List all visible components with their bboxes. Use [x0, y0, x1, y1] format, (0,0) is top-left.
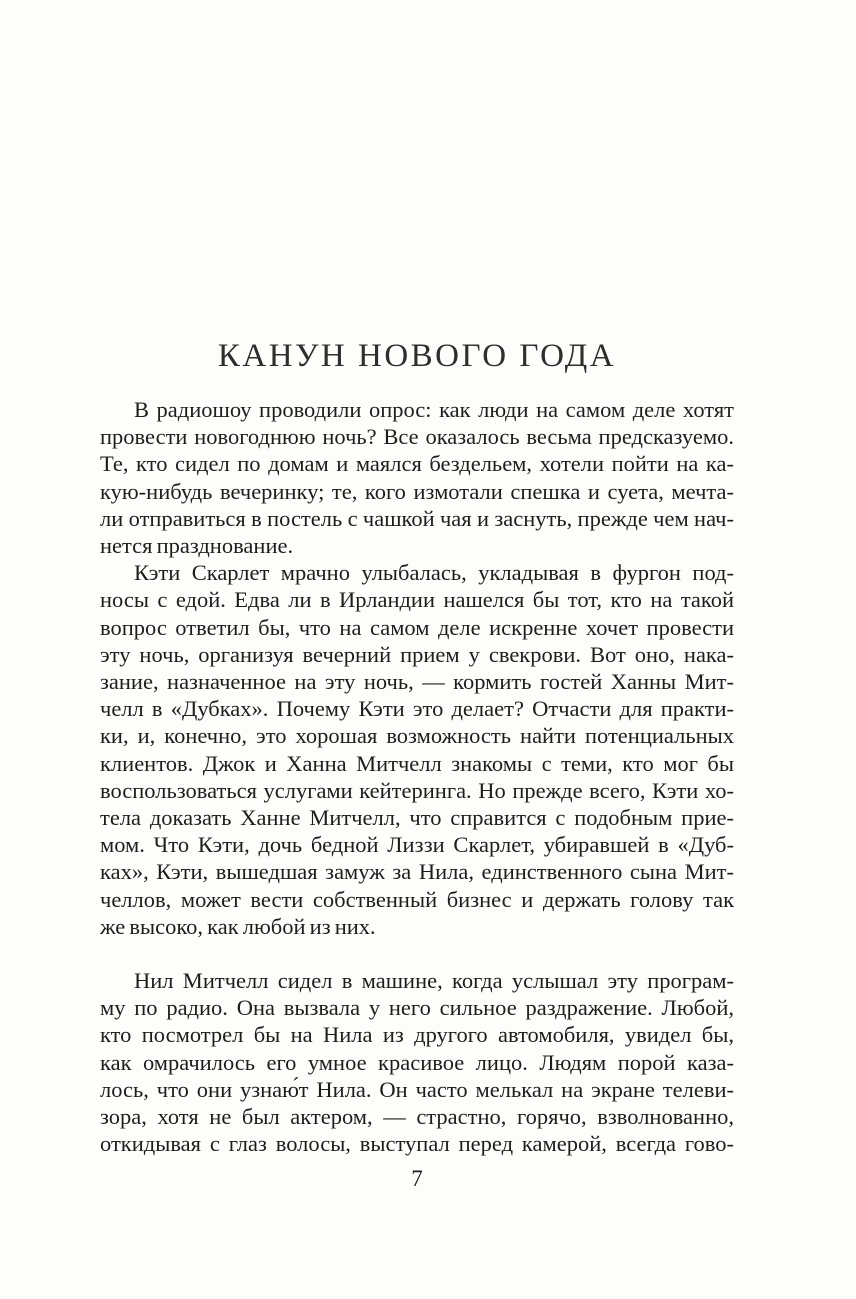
text-line: тела доказать Ханне Митчелл, что справится с подобным прие- [100, 805, 734, 831]
text-line: откидывая с глаз волосы, выступал перед камерой, всегда гово- [100, 1131, 734, 1157]
text-line: ки, и, конечно, это хорошая возможность найти потенциальных [100, 723, 734, 749]
text-line: кто посмотрел бы на Нила из другого автомобиля, увидел бы, [100, 1022, 734, 1048]
text-line: зора, хотя не был актером, — страстно, горячо, взволнованно, [100, 1104, 734, 1130]
text-line: му по радио. Она вызвала у него сильное раздражение. Любой, [100, 995, 734, 1021]
text-line: челл в «Дубках». Почему Кэти это делает? Отчасти для практи- [100, 696, 734, 722]
text-line: вопрос ответил бы, что на самом деле искренне хочет провести [100, 614, 734, 640]
paragraph [100, 967, 734, 1157]
text-line: лось, что они узнаю́т Нила. Он часто мелькал на экране телеви- [100, 1076, 734, 1102]
text-line: нется празднование. [100, 533, 294, 559]
paragraph [100, 559, 734, 940]
text-line: Нил Митчелл сидел в машине, когда услышал эту програм- [134, 968, 734, 994]
text-line: клиентов. Джок и Ханна Митчелл знакомы с теми, кто мог бы [100, 750, 734, 776]
body-text-block [100, 396, 734, 1157]
paragraph [100, 396, 734, 559]
text-line: как омрачилось его умное красивое лицо. Людям порой каза- [100, 1049, 734, 1075]
text-line: Те, кто сидел по домам и маялся бездельем, хотели пойти на ка- [100, 451, 734, 477]
text-line: носы с едой. Едва ли в Ирландии нашелся бы тот, кто на такой [100, 587, 734, 613]
text-line: ках», Кэти, вышедшая замуж за Нила, единственного сына Мит- [100, 859, 734, 885]
text-line: В радиошоу проводили опрос: как люди на самом деле хотят [134, 397, 734, 422]
text-line: челлов, может вести собственный бизнес и держать голову так [100, 886, 734, 912]
text-line: ли отправиться в постель с чашкой чая и заснуть, прежде чем нач- [100, 505, 734, 531]
text-line: мом. Что Кэти, дочь бедной Лиззи Скарлет, убиравшей в «Дуб- [100, 832, 734, 858]
text-line: эту ночь, организуя вечерний прием у свекрови. Вот оно, нака- [100, 641, 734, 667]
chapter-title: КАНУН НОВОГО ГОДА [217, 338, 617, 374]
text-line: провести новогоднюю ночь? Все оказалось весьма предсказуемо. [100, 424, 734, 450]
text-line: же высоко, как любой из них. [100, 913, 376, 939]
text-line: кую-нибудь вечеринку; те, кого измотали спешка и суета, мечта- [100, 478, 734, 504]
page-number: 7 [411, 1166, 423, 1191]
text-line: воспользоваться услугами кейтеринга. Но прежде всего, Кэти хо- [100, 777, 734, 803]
text-line: зание, назначенное на эту ночь, — кормить гостей Ханны Мит- [100, 669, 734, 695]
text-line: Кэти Скарлет мрачно улыбалась, укладывая в фургон под- [134, 560, 734, 586]
